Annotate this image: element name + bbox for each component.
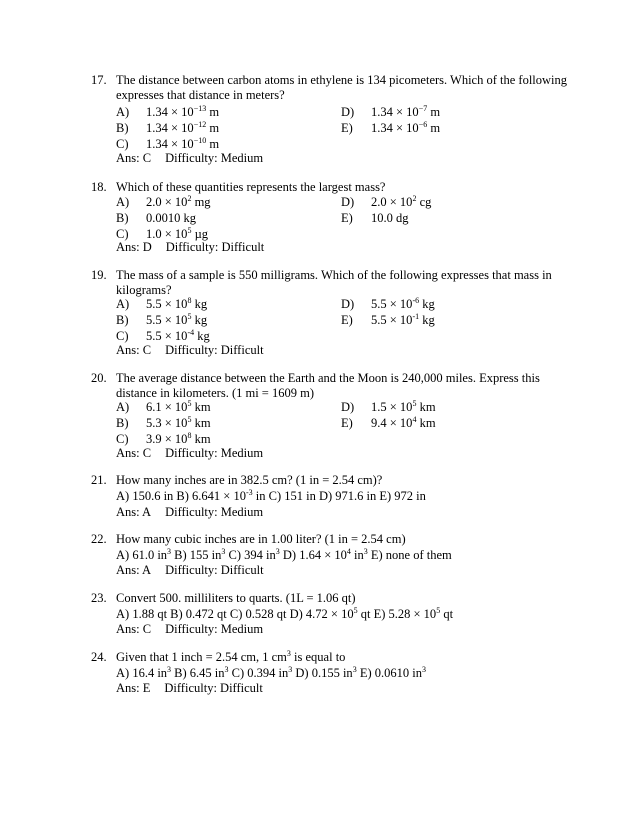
question-number: 20. xyxy=(91,371,107,385)
answer-line xyxy=(116,240,264,255)
answer-line xyxy=(116,446,263,461)
answer: Ans: C xyxy=(116,343,152,357)
answer-line xyxy=(116,622,263,637)
option-value: $9.4 \times 10^4$ km xyxy=(371,415,436,430)
difficulty: Difficulty: Medium xyxy=(165,505,264,519)
option-label: A) xyxy=(116,297,130,311)
answer: Ans: D xyxy=(116,240,152,254)
answer: Ans: E xyxy=(116,681,151,695)
option-value: $5.5 \times 10^{-4}$ kg xyxy=(146,328,210,343)
question-text: The mass of a sample is 550 milligrams. Which of the following expresses that mass in kilograms? xyxy=(116,268,552,297)
option-label: B) xyxy=(116,313,129,327)
option-value: $1.34 \times 10^{-10}$ m xyxy=(146,136,220,151)
option-label: A) xyxy=(116,195,130,209)
options-line: A) 150.6 in B) $6.641 \times 10^{-3}$ in C) 151 in D) 971.6 in E) 972 in xyxy=(116,488,426,503)
difficulty: Difficulty: Difficult xyxy=(165,240,265,254)
option-label: E) xyxy=(341,416,353,430)
question-text: Given that 1 inch = 2.54 cm, 1 $cm^3$ is equal to xyxy=(116,649,346,664)
answer-line xyxy=(116,151,263,166)
option-label: B) xyxy=(116,416,129,430)
option-label: D) xyxy=(341,400,355,414)
option-label: E) xyxy=(341,121,353,135)
option-label: C) xyxy=(116,329,129,343)
option-value: $3.9 \times 10^8$ km xyxy=(146,431,211,446)
question-number: 23. xyxy=(91,591,107,605)
answer-line xyxy=(116,343,264,358)
question-text: The distance between carbon atoms in ethylene is 134 picometers. Which of the following expresses that distance in meters? xyxy=(116,73,568,102)
question-text: The average distance between the Earth and the Moon is 240,000 miles. Express this distance in kilometers. (1 mi = 1609 m) xyxy=(116,371,540,400)
option-label: D) xyxy=(341,297,355,311)
option-value: $5.5 \times 10^8$ kg xyxy=(146,296,208,311)
option-label: E) xyxy=(341,211,353,225)
question-number: 17. xyxy=(91,73,107,87)
option-label: B) xyxy=(116,211,129,225)
question-text: How many cubic inches are in 1.00 liter? (1 in = 2.54 cm) xyxy=(116,532,406,546)
option-label: C) xyxy=(116,137,129,151)
question-number: 21. xyxy=(91,473,107,487)
question-number: 22. xyxy=(91,532,107,546)
option-value: $1.5 \times 10^5$ km xyxy=(371,399,436,414)
option-value: $1.0 \times 10^5$ µg xyxy=(146,226,209,241)
option-label: C) xyxy=(116,432,129,446)
option-value: $5.5 \times 10^{-6}$ kg xyxy=(371,296,435,311)
option-label: E) xyxy=(341,313,353,327)
question-text: Which of these quantities represents the largest mass? xyxy=(116,180,386,194)
option-label: B) xyxy=(116,121,129,135)
option-value: $6.1 \times 10^5$ km xyxy=(146,399,211,414)
option-value: $5.3 \times 10^5$ km xyxy=(146,415,211,430)
option-value: 10.0 dg xyxy=(371,211,409,225)
difficulty: Difficulty: Difficult xyxy=(165,563,264,577)
difficulty: Difficulty: Difficult xyxy=(165,343,264,357)
option-label: D) xyxy=(341,105,355,119)
answer: Ans: C xyxy=(116,446,152,460)
answer: Ans: A xyxy=(116,505,152,519)
question-number: 24. xyxy=(91,650,107,664)
question-number: 19. xyxy=(91,268,107,282)
question-text: Convert 500. milliliters to quarts. (1L = 1.06 qt) xyxy=(116,591,356,605)
option-label: D) xyxy=(341,195,355,209)
difficulty: Difficulty: Medium xyxy=(165,446,264,460)
answer: Ans: C xyxy=(116,151,152,165)
option-value: $1.34 \times 10^{-6}$ m xyxy=(371,120,441,135)
options-line: A) 61.0 $in^3$ B) 155 $in^3$ C) 394 $in^3$ D) $1.64 \times 10^4$ $in^3$ E) none of them xyxy=(116,547,452,562)
option-value: 0.0010 kg xyxy=(146,211,196,225)
option-label: A) xyxy=(116,105,130,119)
answer-line xyxy=(116,681,263,696)
option-value: $1.34 \times 10^{-7}$ m xyxy=(371,104,441,119)
option-value: $5.5 \times 10^{-1}$ kg xyxy=(371,312,435,327)
option-value: $1.34 \times 10^{-12}$ m xyxy=(146,120,220,135)
option-value: $1.34 \times 10^{-13}$ m xyxy=(146,104,220,119)
question-number: 18. xyxy=(91,180,107,194)
difficulty: Difficulty: Medium xyxy=(165,151,264,165)
answer-line xyxy=(116,563,264,578)
options-line: A) 1.88 qt B) 0.472 qt C) 0.528 qt D) $4.72 \times 10^5$ qt E) $5.28 \times 10^5$ qt xyxy=(116,606,454,621)
option-label: A) xyxy=(116,400,130,414)
option-label: C) xyxy=(116,227,129,241)
difficulty: Difficulty: Medium xyxy=(165,622,264,636)
answer: Ans: C xyxy=(116,622,152,636)
option-value: $2.0 \times 10^2$ cg xyxy=(371,194,432,209)
option-value: $5.5 \times 10^5$ kg xyxy=(146,312,208,327)
question-text: How many inches are in 382.5 cm? (1 in = 2.54 cm)? xyxy=(116,473,383,487)
options-line: A) 16.4 $in^3$ B) 6.45 $in^3$ C) 0.394 $in^3$ D) 0.155 $in^3$ E) 0.0610 $in^3$ xyxy=(116,665,426,680)
answer-line xyxy=(116,505,263,520)
answer: Ans: A xyxy=(116,563,152,577)
difficulty: Difficulty: Difficult xyxy=(164,681,263,695)
option-value: $2.0 \times 10^2$ mg xyxy=(146,194,211,209)
